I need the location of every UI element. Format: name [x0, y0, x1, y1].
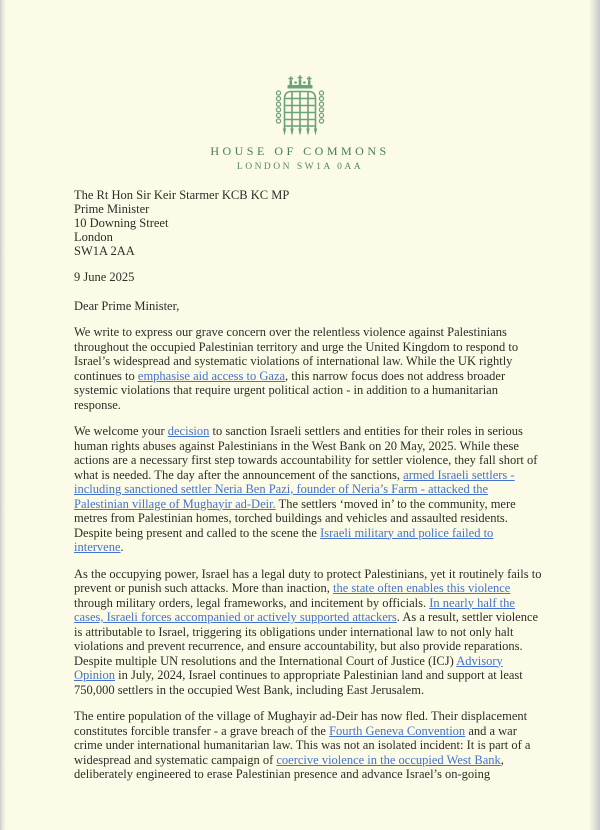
- inline-link[interactable]: Fourth Geneva Convention: [329, 723, 466, 738]
- recipient-line: London: [74, 230, 113, 244]
- letterhead-organisation: HOUSE OF COMMONS: [210, 144, 390, 158]
- inline-link[interactable]: emphasise aid access to Gaza: [137, 368, 286, 383]
- salutation: Dear Prime Minister,: [74, 298, 180, 313]
- inline-link[interactable]: the state often enables this violence: [332, 581, 511, 595]
- inline-link[interactable]: coercive violence in the occupied West Bank: [276, 752, 501, 767]
- letter-paragraph: [74, 567, 544, 698]
- letter-paragraph: [74, 325, 544, 412]
- letterhead: [0, 0, 600, 172]
- letterhead-postcode: LONDON SW1A 0AA: [236, 162, 364, 172]
- letter-paragraph: [74, 424, 544, 555]
- text-segment: through military orders, legal frameworks, and incitement by officials.: [74, 595, 430, 610]
- text-segment: We write to express our grave concern over the relentless violence against Palestinians throughout the occupied Palestinian territory and urge the United Kingdom to respond to Israel’s widespread and systematic violations of international law. While the UK rightly continues to: [74, 325, 519, 383]
- recipient-line: Prime Minister: [74, 202, 150, 216]
- crest-spikes: [283, 129, 317, 136]
- text-segment: to sanction Israeli settlers and entities for their roles in serious human rights abuses against Palestinians in the West Bank on 20 May, 2025. While these actions are a necessary first step towards accountability for settler violence, they fall short of what is needed. The day after the announcement of the sanctions,: [74, 424, 538, 482]
- portcullis-crest-icon: [271, 72, 329, 138]
- text-segment: The entire population of the village of Mughayir ad-Deir has now fled. Their displacement constitutes forcible transfer - a grave breach of the: [74, 709, 528, 738]
- letter-paragraph: [74, 709, 544, 782]
- text-segment: The settlers ‘moved in’ to the community, mere metres from Palestinian homes, torched buildings and vehicles and assaulted residents. Despite being present and called to the scene the: [74, 496, 516, 540]
- text-segment: and a war crime under international humanitarian law. This was not an isolated incident: It is part of a widespread and systematic campaign of: [74, 723, 531, 767]
- text-segment: . As a result, settler violence is attributable to Israel, triggering its obligations under international law to not only halt violations and prevent recurrence, and ensure accountability, but also provide reparations. Despite multiple UN resolutions and the International Court of Justice (ICJ): [74, 610, 539, 668]
- recipient-line: The Rt Hon Sir Keir Starmer KCB KC MP: [74, 188, 290, 202]
- recipient-line: SW1A 2AA: [74, 244, 135, 258]
- recipient-address: [74, 188, 544, 258]
- crest-portcullis: [285, 92, 316, 134]
- inline-link[interactable]: In nearly half the cases, Israeli forces accompanied or actively supported attackers: [74, 595, 515, 624]
- inline-link[interactable]: decision: [167, 424, 210, 438]
- letter-date: 9 June 2025: [74, 270, 135, 284]
- text-segment: , deliberately engineered to erase Palestinian presence and advance Israel’s on-going: [74, 752, 504, 781]
- text-segment: We welcome your: [74, 424, 168, 438]
- crest-crown: [288, 75, 313, 88]
- text-segment: in July, 2024, Israel continues to appropriate Palestinian land and support at least 750,000 settlers in the occupied West Bank, including East Jerusalem.: [74, 668, 523, 697]
- inline-link[interactable]: Israeli military and police failed to intervene: [74, 525, 494, 554]
- text-segment: , this narrow focus does not address broader systemic violations that require urgent political action - in addition to a humanitarian response.: [74, 368, 506, 412]
- letter-content: [0, 172, 600, 782]
- text-segment: As the occupying power, Israel has a legal duty to protect Palestinians, yet it routinely fails to prevent or punish such attacks. More than inaction,: [74, 566, 542, 595]
- inline-link[interactable]: armed Israeli settlers - including sanctioned settler Neria Ben Pazi, founder of Neria’s Farm - attacked the Palestinian village of Mughayir ad-Deir.: [74, 467, 515, 511]
- text-segment: .: [120, 540, 124, 554]
- inline-link[interactable]: Advisory Opinion: [74, 653, 503, 682]
- recipient-line: 10 Downing Street: [74, 216, 169, 230]
- letter-body: [74, 325, 544, 782]
